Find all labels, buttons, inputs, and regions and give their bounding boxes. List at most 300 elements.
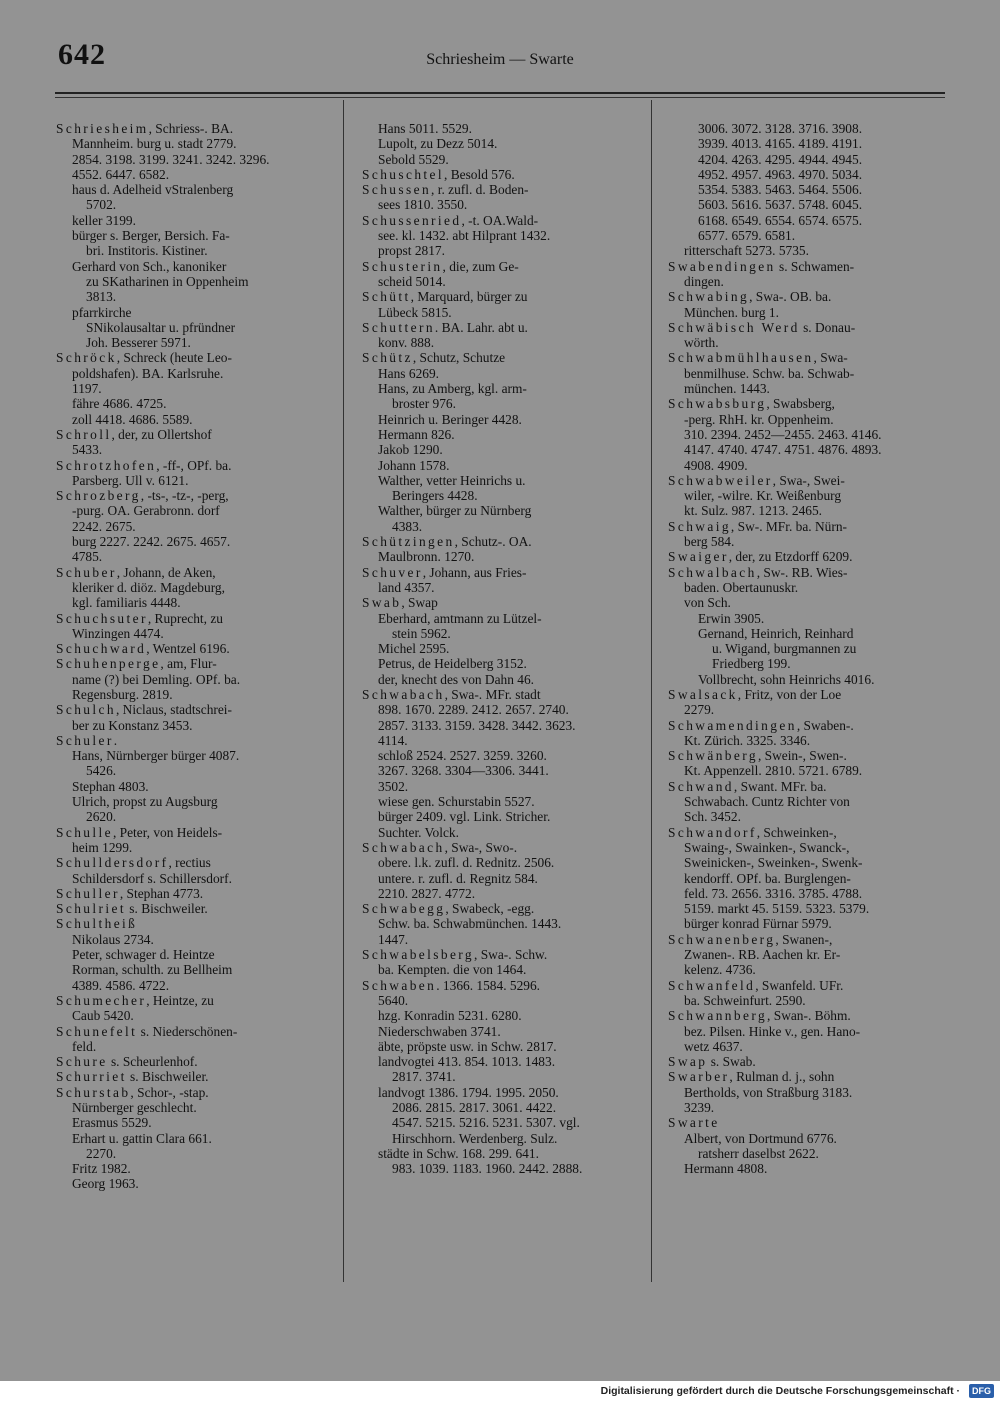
index-entry-line bbox=[668, 1100, 942, 1115]
index-entry-line bbox=[668, 672, 942, 687]
index-entry-line bbox=[668, 228, 942, 243]
entry-text: 2857. 3133. 3159. 3428. 3442. 3623. bbox=[378, 717, 576, 733]
entry-text: broster 976. bbox=[392, 396, 456, 412]
index-entry-line bbox=[668, 871, 942, 886]
entry-text: wörth. bbox=[684, 335, 719, 351]
entry-text: , Schutz-. OA. bbox=[454, 534, 532, 550]
index-entry-line bbox=[56, 197, 328, 212]
headword: Schulle bbox=[56, 824, 113, 840]
index-entry-line bbox=[56, 809, 328, 824]
entry-text: wiler, -wilre. Kr. Weißenburg bbox=[684, 488, 842, 504]
entry-text: , -ff-, OPf. ba. bbox=[156, 457, 232, 473]
headword: Swalsack bbox=[668, 686, 738, 702]
index-entry-line bbox=[668, 167, 942, 182]
entry-text: Hermann 4808. bbox=[684, 1161, 768, 1177]
index-entry-line bbox=[56, 748, 328, 763]
index-entry-line bbox=[668, 1146, 942, 1161]
headword: Schwabach bbox=[362, 839, 445, 855]
entry-text: Michel 2595. bbox=[378, 641, 450, 657]
headword: Swab bbox=[362, 595, 402, 611]
index-entry-line bbox=[362, 442, 634, 457]
entry-text: name (?) bei Demling. OPf. ba. bbox=[72, 671, 241, 687]
entry-text: , Swein-, Swen-. bbox=[757, 748, 847, 764]
index-entry-line bbox=[56, 687, 328, 702]
entry-text: dingen. bbox=[684, 273, 724, 289]
index-entry-headword-line bbox=[56, 825, 328, 840]
index-entry-line bbox=[362, 993, 634, 1008]
index-entry-line bbox=[56, 167, 328, 182]
index-entry-line bbox=[668, 274, 942, 289]
index-entry-line bbox=[56, 580, 328, 595]
index-entry-headword-line bbox=[362, 350, 634, 365]
entry-text: , am, Flur- bbox=[160, 656, 217, 672]
entry-text: 4952. 4957. 4963. 4970. 5034. bbox=[698, 166, 863, 182]
index-entry-headword-line bbox=[56, 1054, 328, 1069]
headword: Swaiger bbox=[668, 549, 729, 565]
entry-text: , der, zu Ollertshof bbox=[111, 426, 212, 442]
index-entry-line bbox=[56, 289, 328, 304]
entry-text: Nikolaus 2734. bbox=[72, 931, 154, 947]
entry-text: von Sch. bbox=[684, 595, 731, 611]
index-entry-headword-line bbox=[56, 656, 328, 671]
entry-text: kendorff. OPf. ba. Burglengen- bbox=[684, 870, 851, 886]
index-entry-headword-line bbox=[668, 748, 942, 763]
index-entry-headword-line bbox=[362, 901, 634, 916]
index-entry-line bbox=[362, 886, 634, 901]
headword: Schwänberg bbox=[668, 748, 758, 764]
index-entry-line bbox=[668, 962, 942, 977]
index-entry-line bbox=[668, 488, 942, 503]
entry-text: Mannheim. burg u. stadt 2779. bbox=[72, 136, 237, 152]
index-entry-line bbox=[56, 503, 328, 518]
index-entry-line bbox=[56, 840, 328, 855]
entry-text: Sebold 5529. bbox=[378, 151, 449, 167]
headword: Schulldersdorf bbox=[56, 855, 169, 871]
index-entry-line bbox=[668, 534, 942, 549]
entry-text: , Rulman d. j., sohn bbox=[729, 1069, 835, 1085]
index-entry-line bbox=[56, 549, 328, 564]
entry-text: Stephan 4803. bbox=[72, 778, 149, 794]
index-entry-line bbox=[668, 840, 942, 855]
entry-text: land 4357. bbox=[378, 579, 435, 595]
entry-text: . bbox=[113, 732, 118, 748]
entry-text: äbte, pröpste usw. in Schw. 2817. bbox=[378, 1038, 557, 1054]
index-entry-line bbox=[668, 1085, 942, 1100]
entry-text: . BA. Lahr. abt u. bbox=[434, 319, 528, 335]
entry-text: kelenz. 4736. bbox=[684, 962, 756, 978]
headword: Schwabmühlhausen bbox=[668, 350, 814, 366]
headword: Swabendingen bbox=[668, 258, 776, 274]
entry-text: , Ruprecht, zu bbox=[147, 610, 223, 626]
entry-text: wetz 4637. bbox=[684, 1038, 743, 1054]
index-entry-line bbox=[362, 702, 634, 717]
index-entry-headword-line bbox=[56, 901, 328, 916]
index-entry-line bbox=[362, 779, 634, 794]
index-entry-line bbox=[668, 197, 942, 212]
entry-text: Eberhard, amtmann zu Lützel- bbox=[378, 610, 542, 626]
index-entry-line bbox=[362, 932, 634, 947]
entry-text: 4383. bbox=[392, 518, 423, 534]
entry-text: 2817. 3741. bbox=[392, 1069, 456, 1085]
headword: Schwandorf bbox=[668, 824, 757, 840]
page-number: 642 bbox=[58, 38, 106, 71]
index-entry-headword-line bbox=[56, 886, 328, 901]
headword: Schunefelt bbox=[56, 1023, 138, 1039]
index-entry-line bbox=[56, 1176, 328, 1191]
index-entry-line bbox=[56, 1161, 328, 1176]
entry-text: Lübeck 5815. bbox=[378, 304, 452, 320]
entry-text: bri. Institoris. Kistiner. bbox=[86, 243, 208, 259]
index-entry-line bbox=[668, 763, 942, 778]
entry-text: 1197. bbox=[72, 381, 102, 397]
entry-text: Hans, Nürnberger bürger 4087. bbox=[72, 748, 240, 764]
index-entry-line bbox=[362, 916, 634, 931]
entry-text: . 1366. 1584. 5296. bbox=[436, 977, 541, 993]
index-entry-line bbox=[362, 152, 634, 167]
entry-text: -perg. RhH. kr. Oppenheim. bbox=[684, 411, 834, 427]
index-entry-line bbox=[56, 595, 328, 610]
entry-text: , der, zu Etzdorff 6209. bbox=[728, 549, 853, 565]
header-rule-thin bbox=[55, 97, 945, 98]
index-entry-line bbox=[668, 243, 942, 258]
entry-text: , Schriess-. BA. bbox=[148, 121, 234, 136]
index-entry-line bbox=[362, 809, 634, 824]
index-entry-line bbox=[56, 763, 328, 778]
index-entry-line bbox=[668, 1024, 942, 1039]
index-column-2 bbox=[362, 121, 634, 1176]
index-entry-headword-line bbox=[668, 259, 942, 274]
entry-text: landvogt 1386. 1794. 1995. 2050. bbox=[378, 1084, 559, 1100]
entry-text: Albert, von Dortmund 6776. bbox=[684, 1130, 837, 1146]
entry-text: stein 5962. bbox=[392, 625, 451, 641]
headword: Schröck bbox=[56, 350, 117, 366]
index-entry-line bbox=[668, 366, 942, 381]
index-entry-headword-line bbox=[668, 1008, 942, 1023]
entry-text: Parsberg. Ull v. 6121. bbox=[72, 472, 189, 488]
index-entry-line bbox=[362, 718, 634, 733]
entry-text: 5702. bbox=[86, 197, 117, 213]
index-entry-headword-line bbox=[56, 916, 328, 931]
entry-text: , Peter, von Heidels- bbox=[112, 824, 223, 840]
headword: Schuber bbox=[56, 564, 117, 580]
headword: Schwaben bbox=[362, 977, 437, 993]
index-entry-headword-line bbox=[668, 718, 942, 733]
entry-text: Hirschhorn. Werdenberg. Sulz. bbox=[392, 1130, 558, 1146]
entry-text: 2854. 3198. 3199. 3241. 3242. 3296. bbox=[72, 151, 270, 167]
index-entry-line bbox=[668, 626, 942, 641]
index-entry-headword-line bbox=[56, 1024, 328, 1039]
index-entry-headword-line bbox=[362, 947, 634, 962]
headword: Schriesheim bbox=[56, 121, 149, 136]
entry-text: ritterschaft 5273. 5735. bbox=[684, 243, 809, 259]
index-entry-line bbox=[362, 519, 634, 534]
index-column-3 bbox=[668, 121, 942, 1176]
entry-text: 3502. bbox=[378, 778, 409, 794]
headword: Schwanfeld bbox=[668, 977, 756, 993]
entry-text: Walther, vetter Heinrichs u. bbox=[378, 472, 526, 488]
index-entry-line bbox=[56, 396, 328, 411]
entry-text: , r. zufl. d. Boden- bbox=[431, 182, 529, 198]
index-entry-line bbox=[56, 1115, 328, 1130]
index-entry-line bbox=[362, 825, 634, 840]
headword: Schwabach bbox=[362, 686, 445, 702]
entry-text: Erasmus 5529. bbox=[72, 1115, 152, 1131]
headword: Schrozberg bbox=[56, 488, 141, 504]
headword: Schussenried bbox=[362, 212, 462, 228]
entry-text: Caub 5420. bbox=[72, 1008, 134, 1024]
entry-text: Johann 1578. bbox=[378, 457, 450, 473]
index-column-1 bbox=[56, 121, 328, 1192]
headword: Schwabsburg bbox=[668, 396, 767, 412]
index-entry-line bbox=[56, 1146, 328, 1161]
index-entry-line bbox=[56, 243, 328, 258]
entry-text: , -ts-, -tz-, -perg, bbox=[140, 488, 229, 504]
entry-text: 2086. 2815. 2817. 3061. 4422. bbox=[392, 1100, 557, 1115]
entry-text: 4147. 4740. 4747. 4751. 4876. 4893. bbox=[684, 442, 882, 458]
index-entry-headword-line bbox=[362, 320, 634, 335]
index-entry-line bbox=[56, 381, 328, 396]
entry-text: Petrus, de Heidelberg 3152. bbox=[378, 656, 527, 672]
index-entry-line bbox=[668, 503, 942, 518]
index-entry-line bbox=[56, 932, 328, 947]
entry-text: Beringers 4428. bbox=[392, 488, 478, 504]
index-entry-line bbox=[362, 580, 634, 595]
index-entry-headword-line bbox=[56, 993, 328, 1008]
entry-text: Jakob 1290. bbox=[378, 442, 443, 458]
entry-text: burg 2227. 2242. 2675. 4657. bbox=[72, 534, 231, 550]
headword: Schumecher bbox=[56, 992, 147, 1008]
index-entry-line bbox=[668, 855, 942, 870]
entry-text: , Besold 576. bbox=[444, 166, 515, 182]
index-entry-line bbox=[56, 871, 328, 886]
index-entry-line bbox=[668, 442, 942, 457]
index-entry-line bbox=[668, 886, 942, 901]
index-entry-line bbox=[362, 473, 634, 488]
index-entry-line bbox=[668, 1131, 942, 1146]
entry-text: bez. Pilsen. Hinke v., gen. Hano- bbox=[684, 1023, 861, 1039]
index-entry-headword-line bbox=[56, 641, 328, 656]
index-entry-headword-line bbox=[56, 488, 328, 503]
entry-text: baden. Obertaunuskr. bbox=[684, 579, 799, 595]
entry-text: 2242. 2675. bbox=[72, 518, 136, 534]
headword: Schusterin bbox=[362, 258, 443, 274]
headword: Swarber bbox=[668, 1069, 730, 1085]
entry-text: Winzingen 4474. bbox=[72, 625, 164, 641]
index-entry-line bbox=[56, 412, 328, 427]
entry-text: Regensburg. 2819. bbox=[72, 686, 173, 702]
entry-text: , Sw-. MFr. ba. Nürn- bbox=[730, 518, 847, 534]
index-entry-headword-line bbox=[56, 1085, 328, 1100]
headword: Schwanenberg bbox=[668, 931, 776, 947]
index-entry-line bbox=[362, 396, 634, 411]
index-entry-headword-line bbox=[362, 182, 634, 197]
index-entry-line bbox=[362, 503, 634, 518]
entry-text: benmilhuse. Schw. ba. Schwab- bbox=[684, 365, 855, 381]
entry-text: 5426. bbox=[86, 763, 117, 779]
index-entry-headword-line bbox=[362, 978, 634, 993]
index-entry-headword-line bbox=[668, 978, 942, 993]
entry-text: 3813. bbox=[86, 289, 117, 305]
entry-text: Erhart u. gattin Clara 661. bbox=[72, 1130, 212, 1146]
header-rule bbox=[55, 92, 945, 94]
headword: Schwabweiler bbox=[668, 472, 773, 488]
entry-text: konv. 888. bbox=[378, 335, 435, 351]
index-entry-headword-line bbox=[56, 611, 328, 626]
headword: Schwaig bbox=[668, 518, 731, 534]
entry-text: sees 1810. 3550. bbox=[378, 197, 468, 213]
entry-text: Sweinicken-, Sweinken-, Swenk- bbox=[684, 855, 863, 871]
entry-text: s. Bischweiler. bbox=[126, 1069, 209, 1085]
entry-text: Hans 6269. bbox=[378, 365, 439, 381]
index-entry-line bbox=[362, 488, 634, 503]
index-entry-line bbox=[362, 1146, 634, 1161]
index-entry-line bbox=[362, 243, 634, 258]
entry-text: Kt. Appenzell. 2810. 5721. 6789. bbox=[684, 763, 863, 779]
entry-text: ratsherr daselbst 2622. bbox=[698, 1145, 819, 1161]
headword: Schütz bbox=[362, 350, 413, 366]
entry-text: Friedberg 199. bbox=[712, 656, 791, 672]
entry-text: heim 1299. bbox=[72, 839, 133, 855]
entry-text: , Schor-, -stap. bbox=[130, 1084, 209, 1100]
index-entry-line bbox=[668, 305, 942, 320]
entry-text: zu SKatharinen in Oppenheim bbox=[86, 273, 249, 289]
index-entry-line bbox=[56, 626, 328, 641]
index-entry-headword-line bbox=[362, 213, 634, 228]
index-entry-line bbox=[668, 1039, 942, 1054]
index-entry-line bbox=[668, 182, 942, 197]
index-entry-line bbox=[668, 947, 942, 962]
index-entry-line bbox=[56, 1100, 328, 1115]
entry-text: schloß 2524. 2527. 3259. 3260. bbox=[378, 748, 547, 764]
entry-text: haus d. Adelheid vStralenberg bbox=[72, 182, 234, 198]
index-entry-line bbox=[362, 748, 634, 763]
entry-text: Hans, zu Amberg, kgl. arm- bbox=[378, 381, 527, 397]
entry-text: , Swa-. MFr. stadt bbox=[444, 686, 541, 702]
headword: Schwabegg bbox=[362, 901, 446, 917]
index-entry-line bbox=[56, 978, 328, 993]
headword: Schwand bbox=[668, 778, 734, 794]
index-entry-line bbox=[56, 335, 328, 350]
entry-text: Schw. ba. Schwabmünchen. 1443. bbox=[378, 916, 562, 932]
index-entry-headword-line bbox=[56, 1069, 328, 1084]
headword: Schwabelsberg bbox=[362, 947, 475, 963]
entry-text: s. Schwamen- bbox=[775, 258, 855, 274]
index-entry-line bbox=[362, 611, 634, 626]
index-entry-line bbox=[362, 1100, 634, 1115]
index-entry-headword-line bbox=[668, 396, 942, 411]
entry-text: , Swa-. OB. ba. bbox=[749, 289, 832, 305]
headword: Schuler bbox=[56, 732, 114, 748]
index-entry-line bbox=[668, 1161, 942, 1176]
index-entry-headword-line bbox=[668, 565, 942, 580]
entry-text: untere. r. zufl. d. Regnitz 584. bbox=[378, 870, 538, 886]
entry-text: zoll 4418. 4686. 5589. bbox=[72, 411, 193, 427]
index-entry-line bbox=[362, 136, 634, 151]
entry-text: Schwabach. Cuntz Richter von bbox=[684, 794, 850, 810]
headword: Schützingen bbox=[362, 534, 455, 550]
entry-text: 4204. 4263. 4295. 4944. 4945. bbox=[698, 151, 863, 167]
index-entry-headword-line bbox=[668, 549, 942, 564]
entry-text: s. Scheurlenhof. bbox=[107, 1054, 198, 1070]
index-entry-line bbox=[362, 381, 634, 396]
index-entry-line bbox=[668, 152, 942, 167]
entry-text: ba. Kempten. die von 1464. bbox=[378, 962, 527, 978]
entry-text: 5159. markt 45. 5159. 5323. 5379. bbox=[684, 901, 870, 917]
index-entry-line bbox=[56, 274, 328, 289]
entry-text: Niederschwaben 3741. bbox=[378, 1023, 501, 1039]
entry-text: , Swabeck, -egg. bbox=[445, 901, 535, 917]
entry-text: landvogtei 413. 854. 1013. 1483. bbox=[378, 1054, 556, 1070]
index-entry-line bbox=[362, 427, 634, 442]
index-entry-line bbox=[668, 656, 942, 671]
entry-text: , die, zum Ge- bbox=[442, 258, 519, 274]
entry-text: Zwanen-. RB. Aachen kr. Er- bbox=[684, 947, 841, 963]
entry-text: Nürnberger geschlecht. bbox=[72, 1100, 197, 1115]
index-entry-line bbox=[362, 458, 634, 473]
entry-text: Walther, bürger zu Nürnberg bbox=[378, 503, 532, 519]
entry-text: SNikolausaltar u. pfründner bbox=[86, 319, 236, 335]
index-entry-line bbox=[56, 962, 328, 977]
index-entry-line bbox=[362, 626, 634, 641]
entry-text: Kt. Zürich. 3325. 3346. bbox=[684, 732, 811, 748]
entry-text: städte in Schw. 168. 299. 641. bbox=[378, 1145, 539, 1161]
entry-text: Erwin 3905. bbox=[698, 610, 765, 626]
index-entry-headword-line bbox=[56, 458, 328, 473]
entry-text: 5354. 5383. 5463. 5464. 5506. bbox=[698, 182, 863, 198]
entry-text: Heinrich u. Beringer 4428. bbox=[378, 411, 522, 427]
entry-text: Georg 1963. bbox=[72, 1176, 139, 1192]
index-entry-line bbox=[56, 182, 328, 197]
index-entry-line bbox=[668, 595, 942, 610]
index-entry-headword-line bbox=[668, 350, 942, 365]
entry-text: Sch. 3452. bbox=[684, 809, 741, 825]
index-entry-line bbox=[668, 901, 942, 916]
entry-text: Hermann 826. bbox=[378, 426, 455, 442]
entry-text: , Swan-. Böhm. bbox=[767, 1008, 851, 1024]
entry-text: 2270. bbox=[86, 1145, 117, 1161]
index-entry-line bbox=[362, 794, 634, 809]
index-entry-headword-line bbox=[668, 519, 942, 534]
entry-text: Hans 5011. 5529. bbox=[378, 121, 472, 136]
index-entry-headword-line bbox=[56, 350, 328, 365]
headword: Schwalbach bbox=[668, 564, 757, 580]
index-entry-headword-line bbox=[668, 825, 942, 840]
entry-text: scheid 5014. bbox=[378, 273, 446, 289]
headword: Schroll bbox=[56, 426, 112, 442]
entry-text: feld. 73. 2656. 3316. 3785. 4788. bbox=[684, 885, 863, 901]
entry-text: , Fritz, von der Loe bbox=[737, 686, 842, 702]
headword: Schulch bbox=[56, 702, 116, 718]
entry-text: , Swant. MFr. ba. bbox=[733, 778, 827, 794]
index-entry-line bbox=[362, 1054, 634, 1069]
index-entry-line bbox=[668, 381, 942, 396]
index-entry-line bbox=[362, 656, 634, 671]
index-entry-line bbox=[362, 121, 634, 136]
index-entry-headword-line bbox=[56, 702, 328, 717]
entry-text: 4389. 4586. 4722. bbox=[72, 977, 170, 993]
headword: Schulriet bbox=[56, 901, 126, 917]
index-entry-headword-line bbox=[56, 733, 328, 748]
entry-text: bürger s. Berger, Bersich. Fa- bbox=[72, 228, 230, 244]
headword: Schuchward bbox=[56, 641, 147, 657]
entry-text: , Schweinken-, bbox=[756, 824, 837, 840]
index-entry-headword-line bbox=[362, 595, 634, 610]
index-entry-line bbox=[668, 702, 942, 717]
entry-text: poldshafen). BA. Karlsruhe. bbox=[72, 365, 224, 381]
index-entry-headword-line bbox=[668, 779, 942, 794]
index-entry-line bbox=[362, 1131, 634, 1146]
entry-text: , Swanfeld. UFr. bbox=[755, 977, 844, 993]
